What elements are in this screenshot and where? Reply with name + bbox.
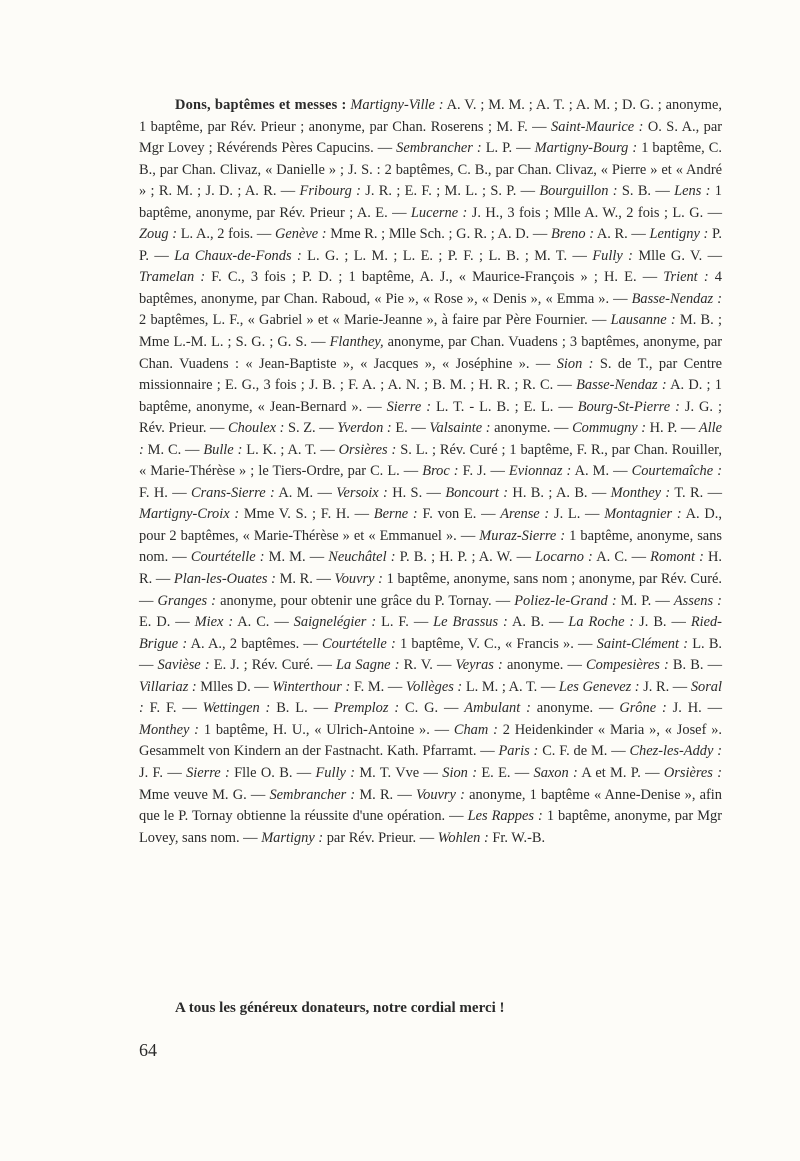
- donation-entry: L. F. —: [376, 614, 434, 631]
- donation-entry: E. —: [391, 420, 430, 437]
- donation-entry: H. B. ; A. B. —: [508, 484, 611, 501]
- donation-entry: M. M. —: [264, 549, 329, 566]
- donation-entry: L. K. ; A. T. —: [242, 441, 339, 458]
- donation-entry: Fr. W.-B.: [488, 829, 546, 846]
- place-name: Monthey :: [139, 721, 199, 738]
- donation-entry: 2 Heidenkinder « Maria », « Josef ». Gesammelt von Kindern an der Fastnacht. Kath. Pfarramt. —: [139, 721, 722, 760]
- donation-entry: Mme R. ; Mlle Sch. ; G. R. ; A. D. —: [326, 226, 551, 243]
- donation-entry: L. A., 2 fois. —: [177, 226, 275, 243]
- donation-entry: E. J. ; Rév. Curé. —: [209, 657, 337, 674]
- place-name: Le Brassus :: [433, 614, 508, 631]
- place-name: Neuchâtel :: [328, 549, 396, 566]
- place-name: Yverdon :: [337, 420, 392, 437]
- donation-entry: 1 baptême, anonyme, sans nom. —: [139, 527, 722, 566]
- donation-entry: 1 baptême, anonyme, par Rév. Prieur ; A. E. —: [139, 183, 722, 221]
- place-name: Basse-Nendaz :: [576, 377, 667, 394]
- donation-entry: J. R. ; E. F. ; M. L. ; S. P. —: [360, 183, 540, 200]
- place-name: Orsières :: [338, 441, 397, 458]
- place-name: Cham :: [453, 721, 498, 738]
- place-name: Martigny-Bourg :: [534, 140, 638, 157]
- closing-thanks: A tous les généreux donateurs, notre cordial merci !: [175, 1000, 505, 1016]
- donation-entry: 2 baptêmes, L. F., « Gabriel » et « Marie-Jeanne », à faire par Père Fournier. —: [139, 312, 611, 329]
- donation-entry: J. H., 3 fois ; Mlle A. W., 2 fois ; L. G. —: [467, 204, 723, 221]
- donation-entry: P. B. ; H. P. ; A. W. —: [395, 549, 536, 566]
- place-name: Sembrancher :: [396, 140, 482, 157]
- donation-entry: A. A., 2 baptêmes. —: [187, 635, 322, 652]
- place-name: Compesières :: [586, 657, 669, 674]
- place-name: Arense :: [500, 506, 550, 523]
- donation-entry: 1 baptême, anonyme, par Mgr Lovey, sans nom. —: [139, 808, 723, 846]
- donation-entry: 1 baptême, anonyme, sans nom ; anonyme, par Rév. Curé. —: [139, 571, 722, 609]
- place-name: Saint-Maurice :: [551, 118, 644, 135]
- place-name: Flanthey,: [329, 334, 384, 351]
- donation-entry: S. B. —: [617, 183, 675, 200]
- place-name: Saignelégier :: [293, 614, 377, 631]
- place-name: Martigny-Croix :: [139, 506, 240, 523]
- place-name: Courtételle :: [190, 549, 265, 566]
- place-name: Sembrancher :: [269, 786, 356, 803]
- place-name: Muraz-Sierre :: [479, 527, 566, 544]
- place-name: Fully :: [315, 764, 356, 781]
- place-name: Genève :: [275, 226, 327, 243]
- donation-entry: A. V. ; M. M. ; A. T. ; A. M. ; D. G. ; anonyme, 1 baptême, par Rév. Prieur ; anonyme, par Chan. Roserens ; M. F. —: [139, 97, 722, 135]
- place-name: Bourg-St-Pierre :: [577, 398, 680, 415]
- place-name: Sion :: [442, 764, 477, 781]
- place-name: Trient :: [663, 269, 709, 286]
- donation-entry: T. R. —: [670, 484, 722, 501]
- donation-entry: Mlles D. —: [196, 678, 273, 695]
- donation-entry: anonyme, 1 baptême « Anne-Denise », afin que le P. Tornay obtienne la réussite d'une opération. —: [139, 786, 723, 825]
- donation-entry: F. M. —: [350, 678, 406, 695]
- place-name: Basse-Nendaz :: [631, 290, 722, 307]
- donation-entry: H. P. —: [646, 420, 699, 437]
- place-name: Wohlen :: [437, 829, 489, 846]
- place-name: Vouvry :: [334, 571, 383, 588]
- donation-entry: J. B. —: [634, 614, 691, 631]
- donation-entry: anonyme. —: [530, 700, 620, 717]
- place-name: Plan-les-Ouates :: [173, 571, 276, 588]
- donation-entry: A. M. —: [274, 484, 337, 501]
- place-name: Lentigny :: [649, 226, 709, 243]
- donation-entry: Mme veuve M. G. —: [139, 786, 270, 803]
- place-name: La Sagne :: [336, 657, 400, 674]
- place-name: Veyras :: [455, 657, 503, 674]
- donation-entry: A. C. —: [233, 614, 294, 631]
- section-heading: Dons, baptêmes et messes :: [175, 97, 347, 113]
- place-name: Martigny-Ville :: [350, 97, 444, 113]
- place-name: Saxon :: [533, 764, 578, 781]
- place-name: Poliez-le-Grand :: [514, 592, 617, 609]
- place-name: La Chaux-de-Fonds :: [174, 247, 302, 264]
- donation-entry: L. M. ; A. T. —: [462, 678, 559, 695]
- donation-entry: Mlle G. V. —: [632, 247, 722, 264]
- donation-entry: A. D., pour 2 baptêmes, « Marie-Thérèse » et « Emmanuel ». —: [139, 506, 722, 544]
- donation-entry: J. R. —: [639, 678, 691, 695]
- donation-entry: F. H. —: [139, 484, 191, 501]
- donation-entry: anonyme. —: [502, 657, 587, 674]
- donation-entry: J. F. —: [139, 764, 187, 781]
- place-name: Wettingen :: [202, 700, 271, 717]
- place-name: Martigny :: [261, 829, 324, 846]
- place-name: Winterthour :: [272, 678, 351, 695]
- place-name: Locarno :: [535, 549, 593, 566]
- place-name: Ambulant :: [464, 700, 531, 717]
- place-name: Sion :: [556, 355, 594, 372]
- donation-entry: A. M. —: [571, 463, 632, 480]
- donation-entry: M. T. Vve —: [355, 764, 443, 781]
- place-name: Paris :: [498, 743, 539, 760]
- place-name: Granges :: [157, 592, 216, 609]
- donation-entry: 1 baptême, H. U., « Ulrich-Antoine ». —: [198, 721, 454, 738]
- place-name: Choulex :: [228, 420, 285, 437]
- place-name: Valsainte :: [429, 420, 491, 437]
- place-name: Bulle :: [203, 441, 243, 458]
- donation-entry: F. J. —: [458, 463, 509, 480]
- place-name: Versoix :: [336, 484, 388, 501]
- place-name: Chez-les-Addy :: [629, 743, 722, 760]
- donation-entry: M. P. —: [616, 592, 674, 609]
- place-name: Bourguillon :: [539, 183, 618, 200]
- place-name: Evionnaz :: [508, 463, 572, 480]
- donation-entry: J. H. —: [666, 700, 722, 717]
- donation-entry: P. P. —: [139, 226, 722, 264]
- donation-entry: C. G. —: [399, 700, 465, 717]
- place-name: Saint-Clément :: [596, 635, 688, 652]
- place-name: Breno :: [550, 226, 595, 243]
- place-name: Berne :: [373, 506, 418, 523]
- place-name: Zoug :: [139, 226, 178, 243]
- place-name: Alle :: [139, 420, 723, 458]
- donation-entry: Flle O. B. —: [229, 764, 316, 781]
- place-name: Sierre :: [186, 764, 230, 781]
- donation-entry: A. D. ; 1 baptême, anonyme, « Jean-Bernard ». —: [139, 377, 722, 415]
- place-name: Fribourg :: [299, 183, 361, 200]
- place-name: Vouvry :: [415, 786, 465, 803]
- place-name: Montagnier :: [604, 506, 682, 523]
- place-name: Lens :: [674, 183, 711, 200]
- place-name: Premploz :: [333, 700, 400, 717]
- place-name: Fully :: [592, 247, 633, 264]
- donation-entry: F. F. —: [143, 700, 203, 717]
- donation-entry: par Rév. Prieur. —: [323, 829, 438, 846]
- place-name: Assens :: [673, 592, 722, 609]
- donation-entry: 4 baptêmes, anonyme, par Chan. Raboud, « Pie », « Rose », « Denis », « Emma ». —: [139, 269, 722, 307]
- donation-entry: A. B. —: [507, 614, 569, 631]
- place-name: Soral :: [139, 678, 722, 717]
- donation-entry: L. T. - L. B. ; E. L. —: [431, 398, 578, 415]
- donation-entry: J. G. ; Rév. Prieur. —: [139, 398, 722, 437]
- donation-entry: J. L. —: [549, 506, 605, 523]
- donation-entry: anonyme, pour obtenir une grâce du P. Tornay. —: [215, 592, 515, 609]
- donation-entry: 1 baptême, V. C., « Francis ». —: [395, 635, 597, 652]
- place-name: Monthey :: [610, 484, 671, 501]
- donation-entry: H. R. —: [139, 549, 722, 588]
- place-name: Broc :: [422, 463, 459, 480]
- donation-entry: O. S. A., par Mgr Lovey ; Révérends Pères Capucins. —: [139, 118, 722, 157]
- donation-entry: anonyme. —: [490, 420, 573, 437]
- donation-entry: L. G. ; L. M. ; L. E. ; P. F. ; L. B. ; M. T. —: [301, 247, 593, 264]
- donation-entry: M. R. —: [275, 571, 335, 588]
- donation-entry: B. B. —: [668, 657, 722, 674]
- donation-entry: R. V. —: [399, 657, 456, 674]
- donation-entry: L. B. —: [139, 635, 723, 674]
- place-name: Commugny :: [572, 420, 647, 437]
- place-name: Romont :: [650, 549, 704, 566]
- donation-entry: E. E. —: [477, 764, 534, 781]
- donation-entry: M. B. ; Mme L.-M. L. ; S. G. ; G. S. —: [139, 312, 722, 351]
- place-name: Lucerne :: [410, 204, 468, 221]
- place-name: Les Genevez :: [558, 678, 640, 695]
- donations-paragraph: [139, 95, 722, 849]
- donation-entry: L. P. —: [481, 140, 535, 157]
- place-name: Orsières :: [663, 764, 723, 781]
- place-name: Miex :: [194, 614, 234, 631]
- place-name: Sierre :: [386, 398, 431, 415]
- donation-entry: A. R. —: [594, 226, 650, 243]
- place-name: Courtételle :: [322, 635, 396, 652]
- donation-entry: F. von E. —: [417, 506, 501, 523]
- donation-entry: S. L. ; Rév. Curé ; 1 baptême, F. R., par Chan. Rouiller, « Marie-Thérèse » ; le Tiers-Ordre, par C. L. —: [139, 441, 722, 480]
- place-name: Boncourt :: [445, 484, 509, 501]
- donation-entry: A. C. —: [592, 549, 651, 566]
- place-name: Vollèges :: [405, 678, 463, 695]
- place-name: Les Rappes :: [467, 808, 543, 825]
- donation-entry: Mme V. S. ; F. H. —: [239, 506, 374, 523]
- donation-entry: B. L. —: [270, 700, 334, 717]
- place-name: Grône :: [619, 700, 667, 717]
- donation-entry: M. R. —: [355, 786, 416, 803]
- donation-entry: 1 baptême, C. B., par Chan. Clivaz, « Danielle » ; J. S. : 2 baptêmes, C. B., par Chan. Clivaz, « Pierre » et « André » ; R. M. ; J. D. ; A. R. —: [139, 140, 722, 200]
- place-name: Crans-Sierre :: [190, 484, 275, 501]
- donation-entry: H. S. —: [387, 484, 446, 501]
- place-name: Courtemaîche :: [631, 463, 723, 480]
- donation-entry: S. Z. —: [284, 420, 338, 437]
- place-name: Ried-Brigue :: [139, 614, 722, 652]
- place-name: Savièse :: [157, 657, 210, 674]
- page-number: 64: [139, 1040, 157, 1060]
- place-name: Villariaz :: [139, 678, 197, 695]
- donation-entry: M. C. —: [143, 441, 204, 458]
- donation-entry: anonyme, par Chan. Vuadens ; 3 baptêmes, anonyme, par Chan. Vuadens : « Jean-Baptiste », « Jacques », « Joséphine ». —: [139, 334, 722, 372]
- donation-entry: C. F. de M. —: [538, 743, 630, 760]
- donation-entry: S. de T., par Centre missionnaire ; E. G., 3 fois ; J. B. ; F. A. ; A. N. ; B. M. ; H. R. ; R. C. —: [139, 355, 723, 394]
- donation-entry: A et M. P. —: [577, 764, 664, 781]
- place-name: Tramelan :: [139, 269, 206, 286]
- donation-entry: E. D. —: [139, 614, 195, 631]
- donation-entry: F. C., 3 fois ; P. D. ; 1 baptême, A. J., « Maurice-François » ; H. E. —: [205, 269, 664, 286]
- place-name: Lausanne :: [610, 312, 676, 329]
- place-name: La Roche :: [568, 614, 635, 631]
